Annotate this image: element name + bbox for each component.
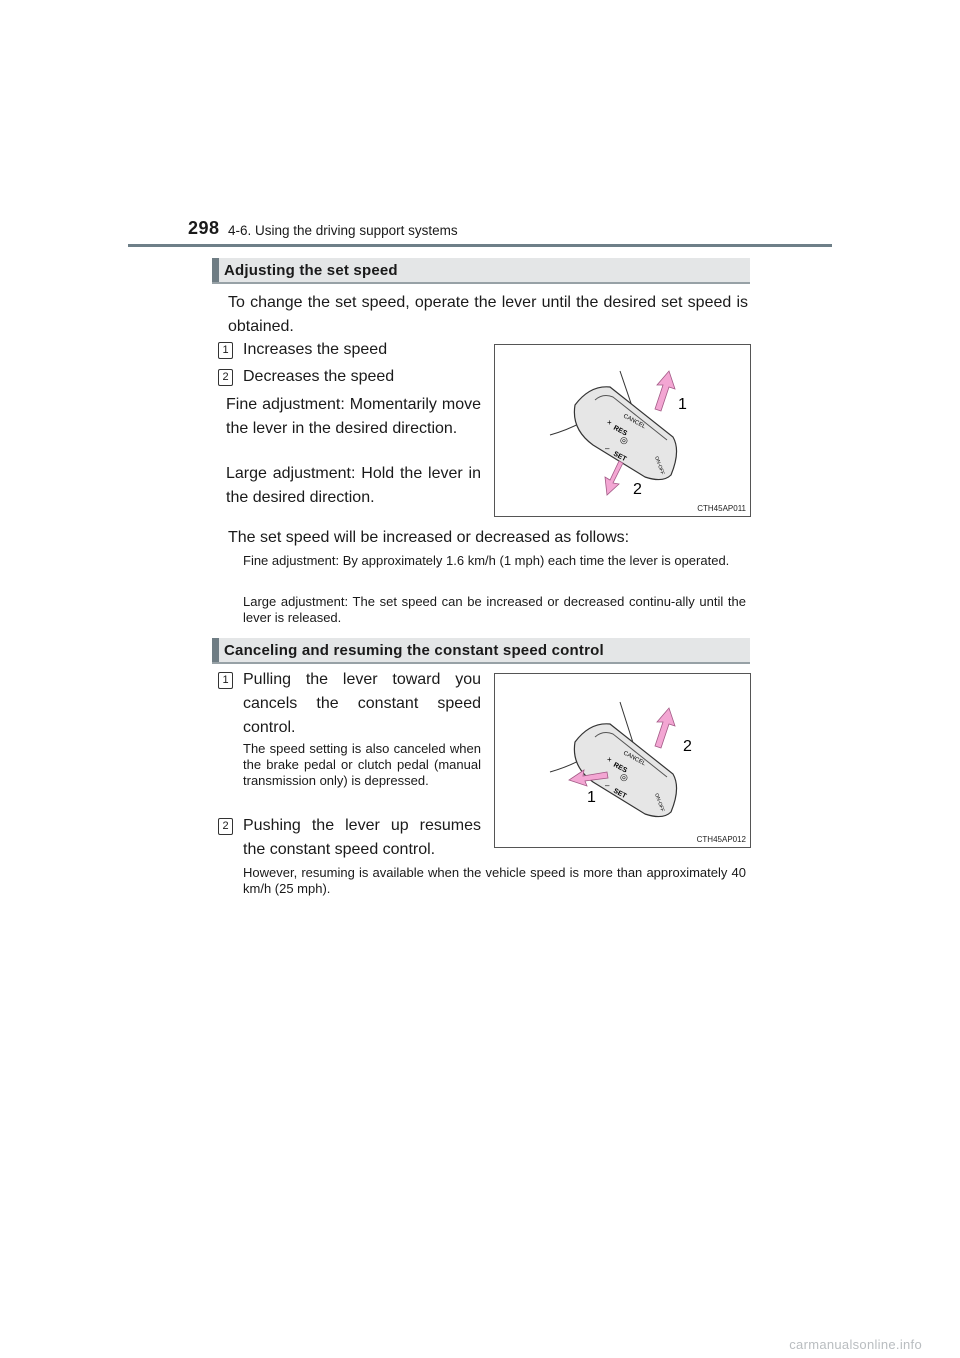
page-number: 298: [188, 218, 220, 238]
note-resume: However, resuming is available when the vehicle speed is more than approximately 40 km/h (25 mph).: [243, 865, 746, 896]
speedometer-icon: ◎: [620, 772, 628, 782]
note-fine: Fine adjustment: By approximately 1.6 km/h (1 mph) each time the lever is operated.: [243, 553, 730, 568]
item-cancel: Pulling the lever toward you cancels the constant speed control.: [243, 671, 481, 736]
label-plus: +: [607, 418, 612, 427]
heading-canceling-text: Canceling and resuming the constant speed control: [224, 642, 604, 659]
arrow-up: [655, 708, 675, 748]
item-resume: Pushing the lever up resumes the constant speed control.: [243, 817, 481, 858]
callout-2: 2: [683, 738, 692, 755]
heading-adjusting: [212, 258, 750, 284]
figure-code: CTH45AP011: [697, 504, 746, 513]
label-set: SET: [612, 450, 628, 464]
item-decrease: Decreases the speed: [243, 368, 395, 385]
label-minus: –: [605, 781, 610, 790]
note-cancel: The speed setting is also canceled when the brake pedal or clutch pedal (manual transmission only) is depressed.: [243, 741, 481, 788]
label-cancel: CANCEL: [622, 750, 647, 768]
lever-illustration: [495, 345, 750, 516]
section-title: 4-6. Using the driving support systems: [228, 223, 458, 238]
label-res: RES: [612, 424, 629, 438]
arrow-up: [655, 371, 675, 411]
fine-adjustment: Fine adjustment: Momentarily move the lever in the desired direction.: [226, 396, 481, 437]
figure-lever-adjust: [494, 344, 751, 517]
num-icon-1: 1: [218, 342, 233, 359]
adjusting-summary: The set speed will be increased or decreased as follows:: [228, 529, 630, 546]
note-large: Large adjustment: The set speed can be increased or decreased continu-ally until the lever is released.: [243, 594, 746, 625]
arrow-down: [605, 461, 623, 495]
callout-2: 2: [633, 481, 642, 498]
lever-illustration-2: [495, 674, 750, 847]
figure-code: CTH45AP012: [696, 835, 746, 844]
speedometer-icon: ◎: [620, 435, 628, 445]
callout-1: 1: [587, 789, 596, 806]
header-rule: [128, 244, 832, 247]
num-icon-2b: 2: [218, 818, 233, 835]
label-onoff: ON-OFF: [653, 455, 666, 476]
label-plus: +: [607, 755, 612, 764]
heading-bar: [212, 258, 219, 282]
callout-1: 1: [678, 396, 687, 413]
label-set: SET: [612, 787, 628, 801]
adjusting-intro: To change the set speed, operate the lever until the desired set speed is obtained.: [228, 294, 748, 335]
num-icon-1b: 1: [218, 672, 233, 689]
label-cancel: CANCEL: [622, 413, 647, 431]
heading-bar: [212, 638, 219, 662]
figure-lever-cancel: [494, 673, 751, 848]
label-minus: –: [605, 444, 610, 453]
watermark: carmanualsonline.info: [789, 1337, 922, 1352]
label-res: RES: [612, 761, 629, 775]
label-onoff: ON-OFF: [653, 792, 666, 813]
heading-canceling: [212, 638, 750, 664]
heading-adjusting-text: Adjusting the set speed: [224, 262, 398, 279]
item-increase: Increases the speed: [243, 341, 388, 358]
num-icon-2: 2: [218, 369, 233, 386]
large-adjustment: Large adjustment: Hold the lever in the desired direction.: [226, 465, 481, 506]
